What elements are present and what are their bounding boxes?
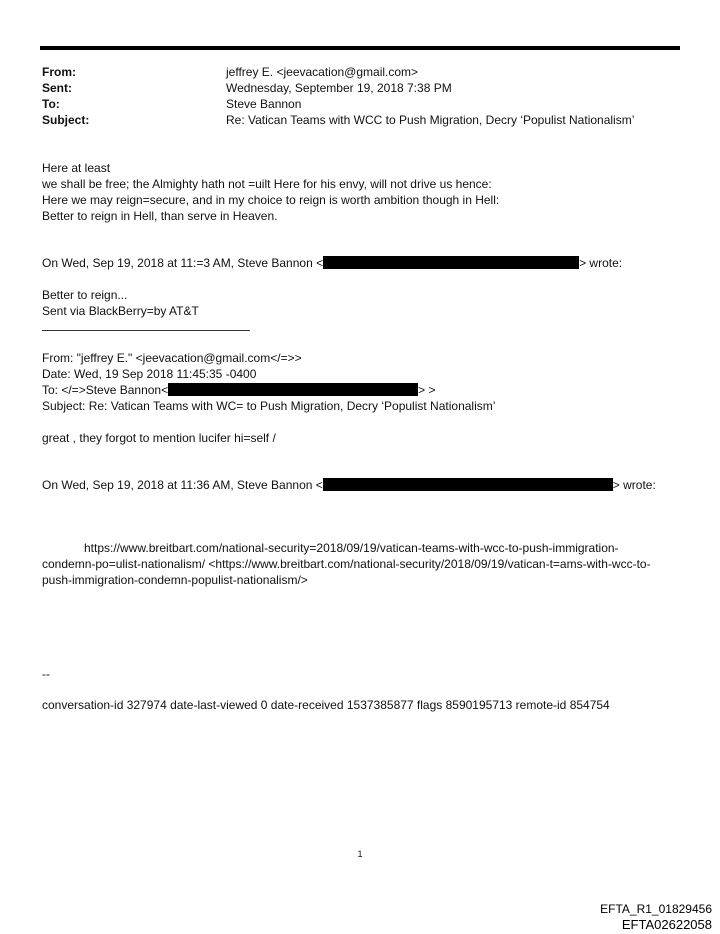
quote-separator bbox=[42, 330, 250, 331]
metadata-line: conversation-id 327974 date-last-viewed 0 date-received 1537385877 flags 8590195713 remote-id 854754 bbox=[42, 698, 610, 712]
to-value: Steve Bannon bbox=[226, 97, 302, 111]
body-line: great , they forgot to mention lucifer hi=self / bbox=[42, 431, 276, 445]
fwd-to-text: To: </=>Steve Bannon< bbox=[42, 383, 169, 397]
page-number: 1 bbox=[357, 849, 363, 859]
body-line: we shall be free; the Almighty hath not =uilt Here for his envy, will not drive us hence: bbox=[42, 177, 492, 191]
wrote-line-2 bbox=[42, 478, 656, 492]
redaction-box bbox=[323, 256, 579, 269]
fwd-from: From: "jeffrey E." <jeevacation@gmail.com</=>> bbox=[42, 351, 302, 365]
sent-label: Sent: bbox=[42, 81, 72, 95]
header-subject-row bbox=[42, 113, 682, 129]
from-label: From: bbox=[42, 65, 76, 79]
body-line: Here we may reign=secure, and in my choice to reign is worth ambition though in Hell: bbox=[42, 193, 500, 207]
wrote-text: On Wed, Sep 19, 2018 at 11:36 AM, Steve Bannon < bbox=[42, 478, 323, 492]
sent-value: Wednesday, September 19, 2018 7:38 PM bbox=[226, 81, 452, 95]
url-line: push-immigration-condemn-populist-nationalism/> bbox=[42, 573, 308, 587]
header-from-row bbox=[42, 65, 682, 81]
body-line: Here at least bbox=[42, 161, 111, 175]
fwd-to-text: > > bbox=[418, 383, 436, 397]
subject-label: Subject: bbox=[42, 113, 90, 127]
header-sent-row bbox=[42, 81, 682, 97]
wrote-text: On Wed, Sep 19, 2018 at 11:=3 AM, Steve Bannon < bbox=[42, 256, 324, 270]
fwd-date: Date: Wed, 19 Sep 2018 11:45:35 -0400 bbox=[42, 367, 257, 381]
body-line: Better to reign in Hell, than serve in Heaven. bbox=[42, 209, 278, 223]
subject-value: Re: Vatican Teams with WCC to Push Migration, Decry ‘Populist Nationalism’ bbox=[226, 113, 635, 127]
from-value: jeffrey E. <jeevacation@gmail.com> bbox=[226, 65, 419, 79]
header-to-row bbox=[42, 97, 682, 113]
to-label: To: bbox=[42, 97, 60, 111]
bates-stamp-1: EFTA_R1_01829456 bbox=[600, 902, 712, 916]
wrote-text: > wrote: bbox=[579, 256, 623, 270]
bates-stamp-2: EFTA02622058 bbox=[621, 917, 712, 932]
redaction-box bbox=[323, 478, 613, 491]
header-rule bbox=[40, 46, 680, 50]
signature-separator: -- bbox=[42, 667, 50, 681]
url-line: https://www.breitbart.com/national-security=2018/09/19/vatican-teams-with-wcc-to-push-immigration- bbox=[84, 541, 619, 555]
fwd-to bbox=[42, 383, 435, 397]
wrote-text: > wrote: bbox=[612, 478, 656, 492]
fwd-subject: Subject: Re: Vatican Teams with WC= to Push Migration, Decry ‘Populist Nationalism’ bbox=[42, 399, 496, 413]
body-line: Sent via BlackBerry=by AT&T bbox=[42, 304, 199, 318]
wrote-line-1 bbox=[42, 256, 622, 270]
redaction-box bbox=[168, 383, 418, 396]
body-line: Better to reign... bbox=[42, 288, 128, 302]
url-line: condemn-po=ulist-nationalism/ <https://www.breitbart.com/national-security/2018/09/19/vatican-t=ams-with-wcc-to- bbox=[42, 557, 651, 571]
